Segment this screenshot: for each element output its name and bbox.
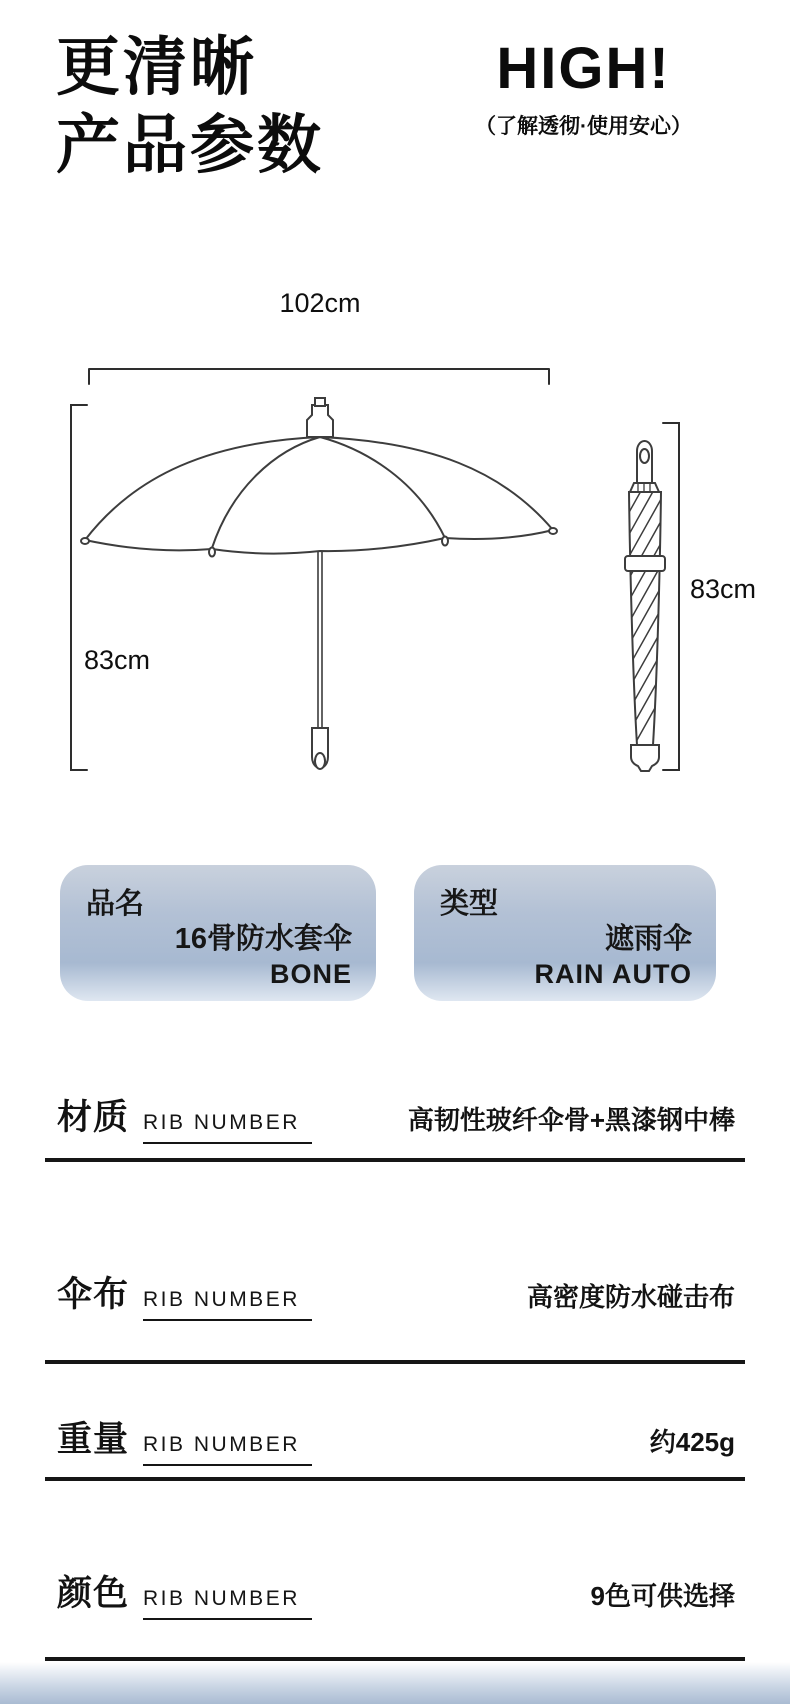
open-umbrella-drawing bbox=[81, 398, 557, 769]
product-type-card-values bbox=[535, 921, 693, 991]
divider-rule bbox=[45, 1158, 745, 1162]
product-name-cn: 16骨防水套伞 bbox=[174, 923, 352, 955]
spec-row-fabric bbox=[57, 1267, 735, 1321]
spec-color-value: 9色可供选择 bbox=[590, 1581, 735, 1611]
spec-row-color bbox=[57, 1566, 735, 1620]
spec-row-weight bbox=[57, 1412, 735, 1466]
spec-material-value: 高韧性玻纤伞骨+黑漆钢中棒 bbox=[407, 1105, 735, 1135]
high-badge-subtitle: （了解透彻·使用安心） bbox=[475, 115, 692, 138]
divider-rule bbox=[45, 1477, 745, 1481]
open-height-label: 83cm bbox=[84, 645, 151, 675]
page-title-line2: 产品参数 bbox=[56, 109, 324, 181]
product-type-en: RAIN AUTO bbox=[534, 959, 692, 989]
folded-height-label: 83cm bbox=[690, 574, 757, 604]
spec-weight-value: 约425g bbox=[649, 1427, 735, 1457]
folded-umbrella-drawing bbox=[618, 410, 674, 774]
spec-material-sublabel: RIB NUMBER bbox=[143, 1111, 312, 1144]
high-badge bbox=[475, 36, 692, 140]
canopy-width-label: 102cm bbox=[279, 288, 361, 318]
high-badge-text: HIGH! bbox=[496, 36, 671, 101]
spec-fabric-sublabel: RIB NUMBER bbox=[143, 1288, 312, 1321]
umbrella-technical-drawing bbox=[40, 270, 760, 800]
spec-fabric-label: 伞布 bbox=[57, 1275, 130, 1314]
width-dimension-bracket bbox=[89, 369, 549, 384]
divider-rule bbox=[45, 1360, 745, 1364]
product-name-en: BONE bbox=[269, 959, 352, 989]
product-name-card-values bbox=[175, 921, 352, 991]
spec-row-material bbox=[57, 1090, 735, 1144]
product-name-card bbox=[60, 865, 376, 1001]
product-type-cn: 遮雨伞 bbox=[604, 923, 692, 955]
page-title bbox=[56, 28, 324, 184]
product-name-card-label: 品名 bbox=[86, 888, 145, 920]
spec-weight-label: 重量 bbox=[57, 1420, 130, 1459]
spec-material-label: 材质 bbox=[57, 1098, 130, 1137]
page-title-line1: 更清晰 bbox=[56, 31, 257, 103]
open-height-dimension-bracket bbox=[71, 405, 87, 770]
footer-gradient-band bbox=[0, 1662, 790, 1704]
product-type-card bbox=[414, 865, 716, 1001]
divider-rule bbox=[45, 1657, 745, 1661]
spec-color-label: 颜色 bbox=[57, 1574, 130, 1613]
product-type-card-label: 类型 bbox=[440, 888, 499, 920]
spec-color-sublabel: RIB NUMBER bbox=[143, 1587, 312, 1620]
spec-weight-sublabel: RIB NUMBER bbox=[143, 1433, 312, 1466]
spec-fabric-value: 高密度防水碰击布 bbox=[526, 1282, 735, 1312]
folded-height-dimension-bracket bbox=[663, 423, 679, 770]
